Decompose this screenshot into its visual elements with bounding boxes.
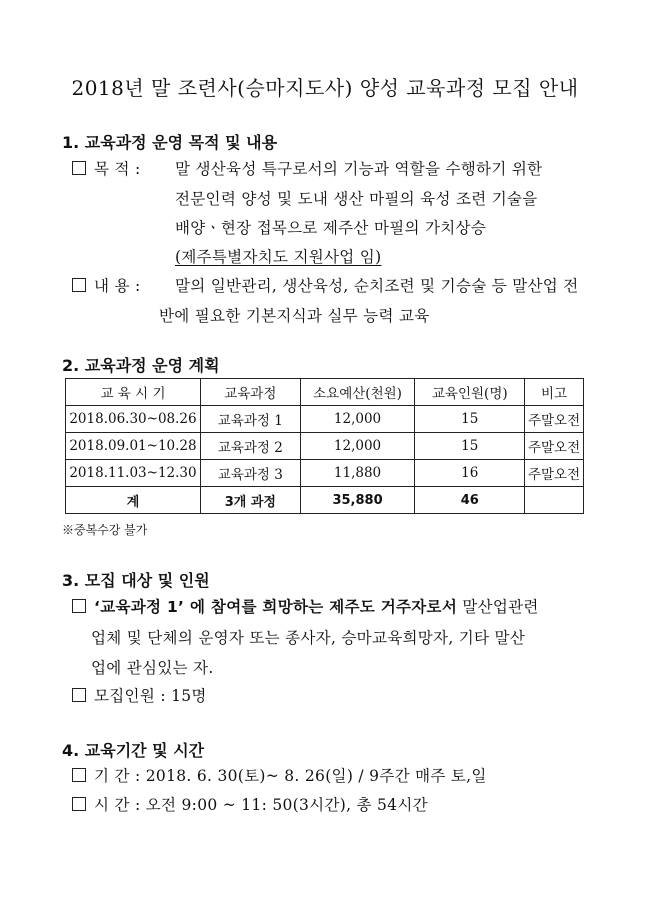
- table-cell: 35,880: [300, 487, 415, 514]
- target-item: [72, 595, 539, 617]
- checkbox-icon: [72, 161, 86, 175]
- table-row: [66, 433, 584, 460]
- table-cell: 교육과정 3: [200, 460, 300, 487]
- table-row: [66, 460, 584, 487]
- recruit-text: 모집인원 : 15명: [94, 687, 207, 705]
- purpose-item: [72, 157, 141, 179]
- table-header: 교 육 시 기: [66, 379, 201, 406]
- table-cell: 교육과정 2: [200, 433, 300, 460]
- table-cell: 2018.06.30~08.26: [66, 406, 201, 433]
- checkbox-icon: [72, 797, 86, 811]
- table-cell: 2018.11.03~12.30: [66, 460, 201, 487]
- plan-table: [65, 378, 584, 514]
- table-cell: [525, 487, 584, 514]
- table-header-row: [66, 379, 584, 406]
- table-note: ※중복수강 불가: [62, 523, 148, 537]
- checkbox-icon: [72, 768, 86, 782]
- content-label: 내 용 :: [94, 277, 141, 295]
- target-text: 말산업관련: [457, 598, 539, 616]
- table-cell: 15: [415, 406, 525, 433]
- table-cell: 계: [66, 487, 201, 514]
- time-item: [72, 793, 428, 815]
- table-cell: 46: [415, 487, 525, 514]
- table-cell: 교육과정 1: [200, 406, 300, 433]
- target-line: 업체 및 단체의 운영자 또는 종사자, 승마교육희망자, 기타 말산: [91, 629, 526, 647]
- table-total-row: [66, 487, 584, 514]
- table-cell: 16: [415, 460, 525, 487]
- table-header: 소요예산(천원): [300, 379, 415, 406]
- table-cell: 3개 과정: [200, 487, 300, 514]
- table-header: 비고: [525, 379, 584, 406]
- table-cell: 15: [415, 433, 525, 460]
- time-text: 시 간 : 오전 9:00 ~ 11: 50(3시간), 총 54시간: [94, 796, 428, 814]
- purpose-line: 배양ㆍ현장 접목으로 제주산 마필의 가치상승: [175, 219, 487, 237]
- table-header: 교육과정: [200, 379, 300, 406]
- purpose-line: 전문인력 양성 및 도내 생산 마필의 육성 조련 기술을: [175, 190, 538, 208]
- checkbox-icon: [72, 688, 86, 702]
- page-title: 2018년 말 조련사(승마지도사) 양성 교육과정 모집 안내: [71, 76, 579, 100]
- content-item: [72, 274, 141, 296]
- section4-heading: 4. 교육기간 및 시간: [62, 741, 205, 760]
- checkbox-icon: [72, 278, 86, 292]
- checkbox-icon: [72, 599, 86, 613]
- content-line: 말의 일반관리, 생산육성, 순치조련 및 기승술 등 말산업 전: [175, 277, 579, 295]
- table-cell: 11,880: [300, 460, 415, 487]
- table-cell: 2018.09.01~10.28: [66, 433, 201, 460]
- period-text: 기 간 : 2018. 6. 30(토)~ 8. 26(일) / 9주간 매주 토,일: [94, 767, 487, 785]
- table-cell: 12,000: [300, 433, 415, 460]
- section2-heading: 2. 교육과정 운영 계획: [62, 356, 220, 375]
- table-header: 교육인원(명): [415, 379, 525, 406]
- target-line: 업에 관심있는 자.: [91, 659, 214, 677]
- section3-heading: 3. 모집 대상 및 인원: [62, 571, 210, 590]
- content-line: 반에 필요한 기본지식과 실무 능력 교육: [159, 307, 430, 325]
- table-row: [66, 406, 584, 433]
- target-emphasis: ‘교육과정 1’ 에 참여를 희망하는 제주도 거주자로서: [94, 598, 458, 616]
- section1-heading: 1. 교육과정 운영 목적 및 내용: [62, 133, 278, 152]
- recruit-item: [72, 684, 207, 706]
- purpose-note: (제주특별자치도 지원사업 임): [175, 248, 382, 266]
- period-item: [72, 764, 487, 786]
- table-cell: 주말오전: [525, 433, 584, 460]
- table-cell: 12,000: [300, 406, 415, 433]
- table-cell: 주말오전: [525, 460, 584, 487]
- purpose-label: 목 적 :: [94, 160, 141, 178]
- table-cell: 주말오전: [525, 406, 584, 433]
- purpose-line: 말 생산육성 특구로서의 기능과 역할을 수행하기 위한: [175, 160, 543, 178]
